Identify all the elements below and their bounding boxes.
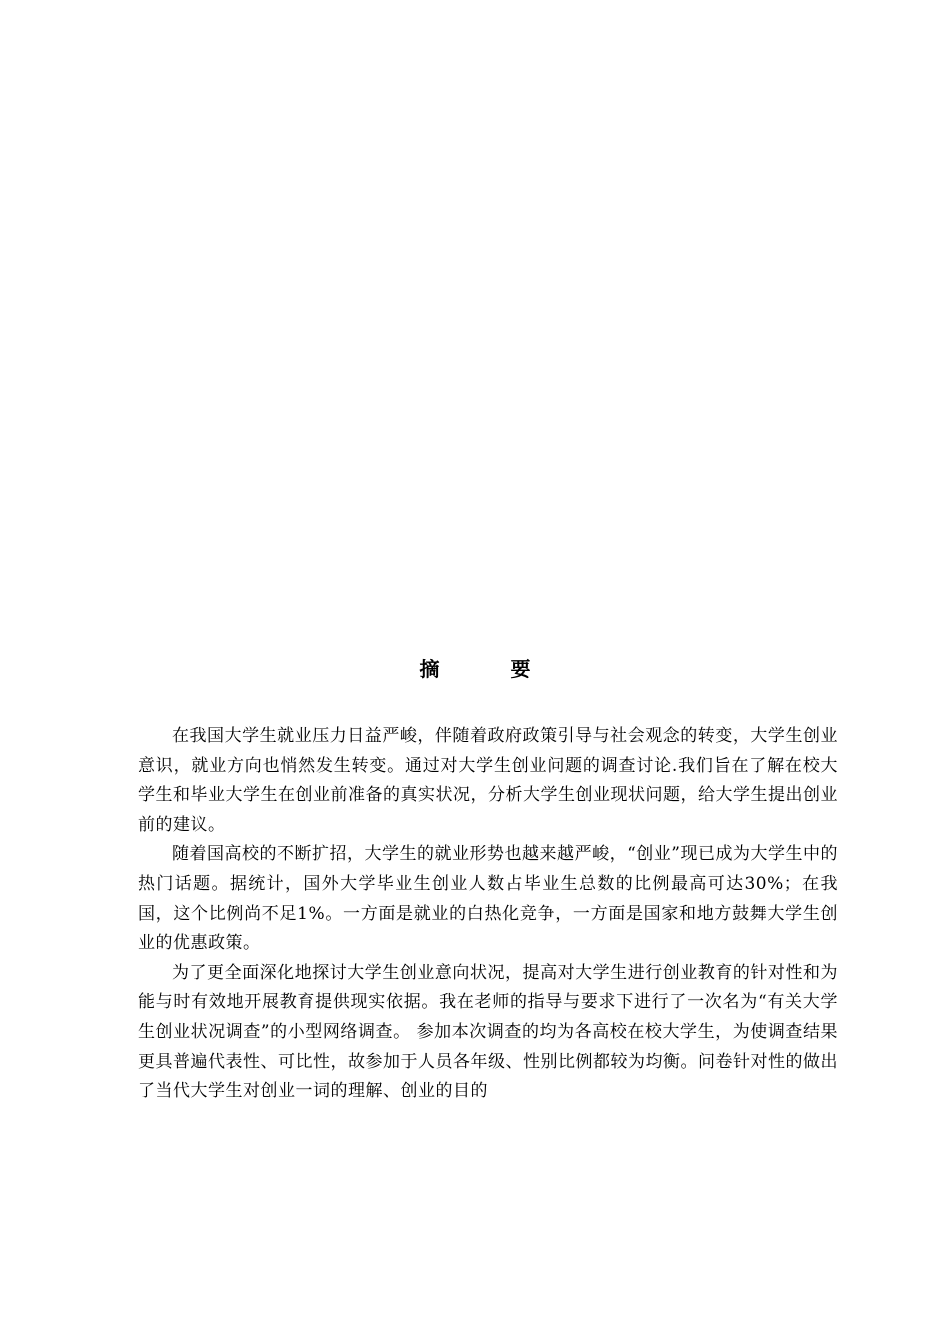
paragraph-2: 随着国高校的不断扩招，大学生的就业形势也越来越严峻，“创业”现已成为大学生中的热门话题。据统计，国外大学毕业生创业人数占毕业生总数的比例最高可达30%；在我国，这个比例尚不足1%。一方面是就业的白热化竞争，一方面是国家和地方鼓舞大学生创业的优惠政策。 (138, 844, 838, 954)
abstract-body (138, 722, 838, 1107)
paragraph-3: 为了更全面深化地探讨大学生创业意向状况，提高对大学生进行创业教育的针对性和为能与时有效地开展教育提供现实依据。我在老师的指导与要求下进行了一次名为“有关大学生创业状况调查”的小型网络调查。 参加本次调查的均为各高校在校大学生，为使调查结果更具普遍代表性、可比性，故参加于人员各年级、性别比例都较为均衡。问卷针对性的做出了当代大学生对创业一词的理解、创业的目的 (138, 962, 838, 1102)
abstract-title: 摘 要 (419, 657, 563, 681)
paragraph-1: 在我国大学生就业压力日益严峻，伴随着政府政策引导与社会观念的转变，大学生创业意识，就业方向也悄然发生转变。通过对大学生创业问题的调查讨论.我们旨在了解在校大学生和毕业大学生在创业前准备的真实状况，分析大学生创业现状问题，给大学生提出创业前的建议。 (138, 726, 838, 835)
